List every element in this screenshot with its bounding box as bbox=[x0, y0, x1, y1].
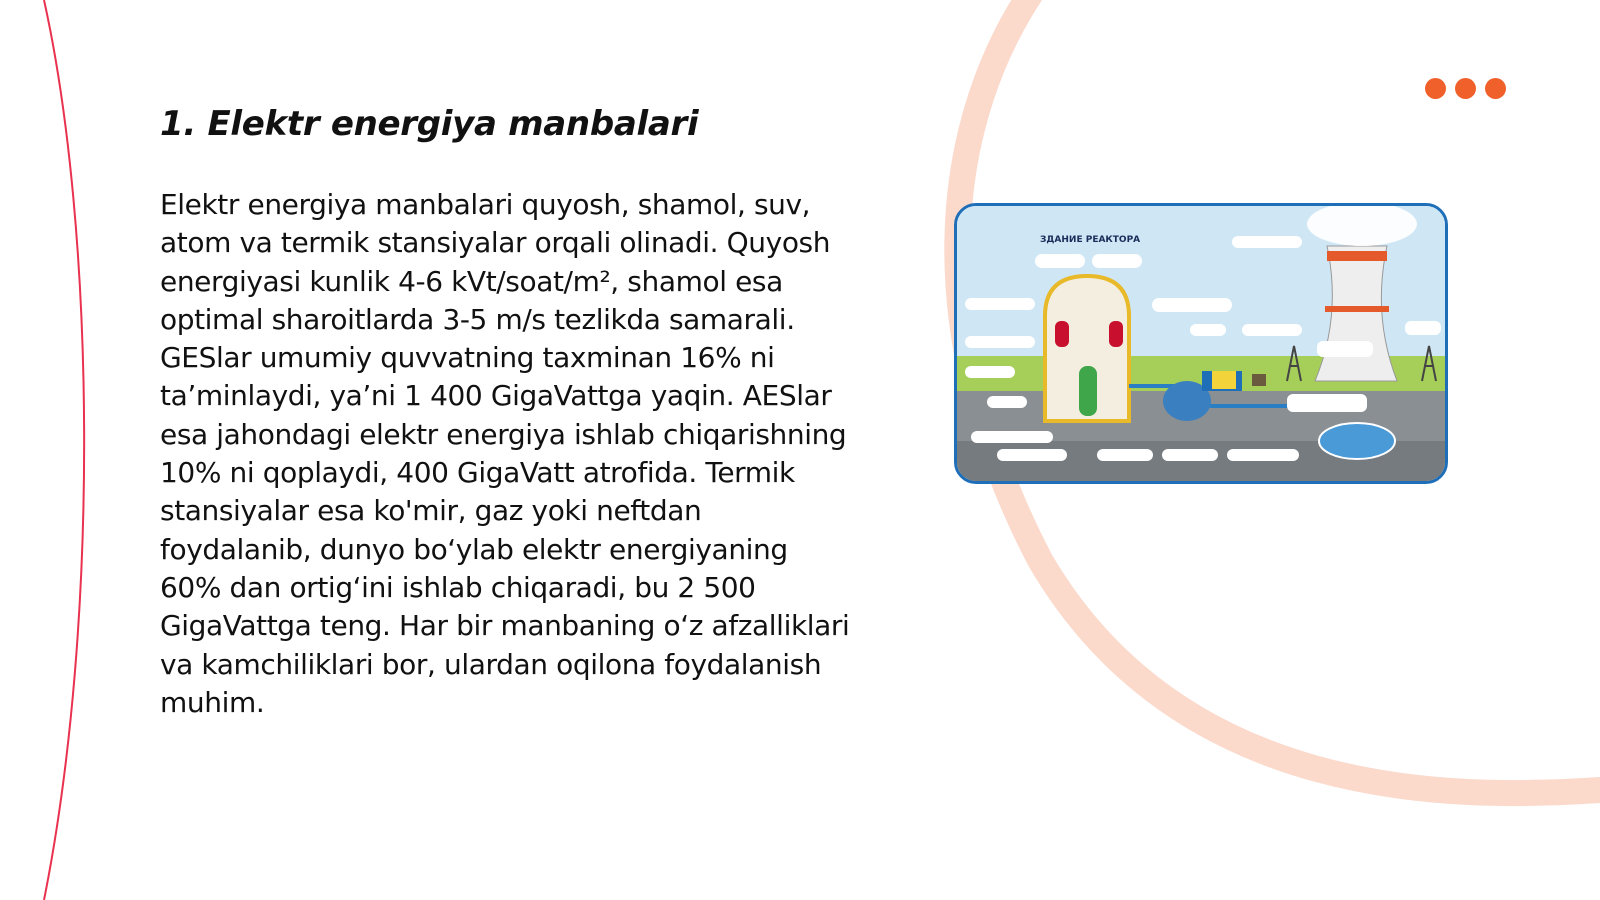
slide-paragraph: Elektr energiya manbalari quyosh, shamol, suv, atom va termik stansiyalar orqali olinadi. Quyosh energiyasi kunlik 4-6 kVt/soat/m², shamol esa optimal sharoitlarda 3-5 m/s tezlikda samarali. GESlar umumiy quvvatning taxminan 16% ni ta’minlaydi, ya’ni 1 400 GigaVattga yaqin. AESlar esa jahondagi elektr energiya ishlab chiqarishning 10% ni qoplaydi, 400 GigaVatt atrofida. Termik stansiyalar esa ko'mir, gaz yoki neftdan foydalanib, dunyo bo‘ylab elektr energiyaning 60% dan ortig‘ini ishlab chiqaradi, bu 2 500 GigaVattga teng. Har bir manbaning o‘z afzalliklari va kamchiliklari bor, ulardan oqilona foydalanish muhim. bbox=[160, 188, 850, 719]
nuclear-plant-diagram bbox=[954, 203, 1448, 484]
dot bbox=[1425, 78, 1446, 99]
diagram-heading: ЗДАНИЕ РЕАКТОРА bbox=[1040, 235, 1141, 245]
slide-title: 1. Elektr energiya manbalari bbox=[160, 104, 699, 144]
dot bbox=[1485, 78, 1506, 99]
three-dots-icon bbox=[1425, 78, 1506, 99]
left-red-curve bbox=[44, 0, 84, 900]
dot bbox=[1455, 78, 1476, 99]
